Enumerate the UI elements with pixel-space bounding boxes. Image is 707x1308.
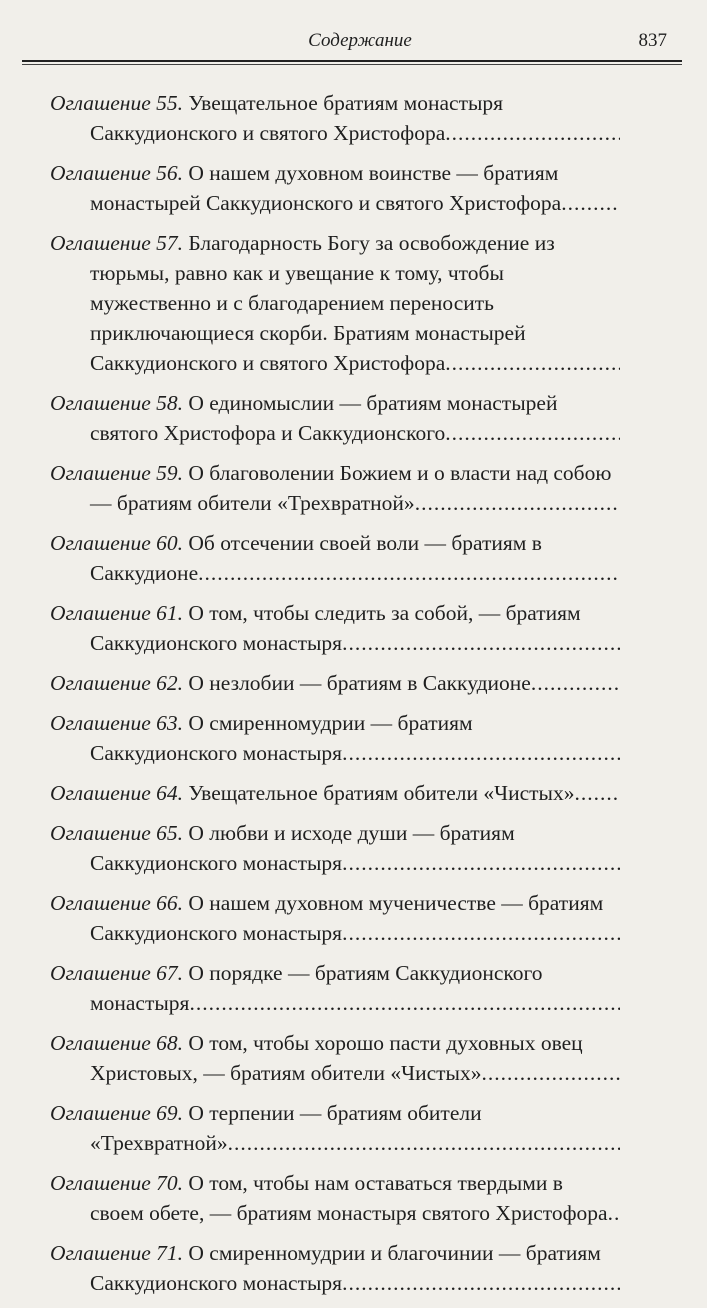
toc-entry-title: О том, чтобы нам оставаться твердыми в своем обете, — братиям монастыря святого Христофора: [90, 1171, 608, 1225]
toc-entry: [50, 458, 666, 518]
toc-entry-title: Благодарность Богу за освобождение из тюрьмы, равно как и увещание к тому, чтобы мужественно и с благодарением переносить приключающиеся скорби. Братиям монастырей Саккудионского и святого Христофора: [90, 231, 555, 375]
toc-entry-title: О смиренномудрии — братиям Саккудионского монастыря: [90, 711, 473, 765]
toc-entry-title: О смиренномудрии и благочинии — братиям Саккудионского монастыря: [90, 1241, 601, 1295]
toc-entry-title: О единомыслии — братиям монастырей святого Христофора и Саккудионского: [90, 391, 558, 445]
toc-entry-page: [620, 1098, 666, 1158]
toc-entry-title: О нашем духовном мученичестве — братиям Саккудионского монастыря: [90, 891, 604, 945]
toc-entry-label: Оглашение 57.: [50, 231, 183, 255]
toc-entry-page: [620, 708, 666, 768]
toc-entry: [50, 228, 666, 378]
toc-entry-page: [620, 1168, 666, 1228]
toc-entry-label: Оглашение 64.: [50, 781, 183, 805]
toc-entry-label: Оглашение 58.: [50, 391, 183, 415]
toc-entry-page: [620, 228, 666, 378]
toc-entry-page: [620, 1028, 666, 1088]
toc-entry-label: Оглашение 62.: [50, 671, 183, 695]
page-header: [0, 0, 707, 70]
toc-entry-title: О терпении — братиям обители «Трехвратной»: [90, 1101, 482, 1155]
header-rule-thin: [22, 64, 682, 65]
toc-entry: [50, 958, 666, 1018]
toc-entry-page: [620, 1238, 666, 1298]
header-rule-thick: [22, 60, 682, 62]
toc-entry-title: О благоволении Божием и о власти над собою — братиям обители «Трехвратной»: [90, 461, 612, 515]
toc-entry: [50, 528, 666, 588]
toc-entry: [50, 708, 666, 768]
toc-entry: [50, 818, 666, 878]
toc-entry-page: [620, 668, 666, 698]
toc-entry-page: [620, 888, 666, 948]
toc-entry-title: О незлобии — братиям в Саккудионе: [188, 671, 531, 695]
toc-entry-page: [620, 458, 666, 518]
toc-entry: [50, 88, 666, 148]
toc-entry: [50, 888, 666, 948]
toc-entry-label: Оглашение 67.: [50, 961, 183, 985]
toc-entry-title: О любви и исходе души — братиям Саккудионского монастыря: [90, 821, 515, 875]
toc-entry: [50, 668, 666, 698]
toc-entry-label: Оглашение 69.: [50, 1101, 183, 1125]
toc-entry-page: [620, 88, 666, 148]
toc-entry-title: О порядке — братиям Саккудионского монастыря: [90, 961, 543, 1015]
toc-entry-label: Оглашение 61.: [50, 601, 183, 625]
toc-entry-label: Оглашение 71.: [50, 1241, 183, 1265]
toc-entry-label: Оглашение 65.: [50, 821, 183, 845]
toc-entry-label: Оглашение 59.: [50, 461, 183, 485]
toc-entry: [50, 1028, 666, 1088]
toc-entry-page: [620, 158, 666, 218]
toc-entry-label: Оглашение 56.: [50, 161, 183, 185]
page-number: 837: [638, 30, 667, 51]
toc-entry: [50, 388, 666, 448]
running-title: Содержание: [308, 30, 412, 51]
toc-entry-page: [620, 958, 666, 1018]
toc-entry-title: О том, чтобы хорошо пасти духовных овец Христовых, — братиям обители «Чистых»: [90, 1031, 583, 1085]
toc-entry-title: Увещательное братиям обители «Чистых»: [188, 781, 575, 805]
toc-entry-title: Об отсечении своей воли — братиям в Саккудионе: [90, 531, 542, 585]
toc-entry-page: [620, 528, 666, 588]
toc-entry-label: Оглашение 63.: [50, 711, 183, 735]
toc-entry-title: О том, чтобы следить за собой, — братиям Саккудионского монастыря: [90, 601, 581, 655]
toc-entry: [50, 1168, 666, 1228]
toc-entry-label: Оглашение 55.: [50, 91, 183, 115]
toc-entry-page: [620, 818, 666, 878]
toc-entry-title: Увещательное братиям монастыря Саккудионского и святого Христофора: [90, 91, 504, 145]
toc-entry: [50, 778, 666, 808]
toc-entry-label: Оглашение 60.: [50, 531, 183, 555]
toc-entry: [50, 1098, 666, 1158]
toc-entry-label: Оглашение 68.: [50, 1031, 183, 1055]
table-of-contents: [50, 88, 666, 1308]
toc-entry: [50, 158, 666, 218]
toc-entry-label: Оглашение 66.: [50, 891, 183, 915]
toc-entry: [50, 598, 666, 658]
toc-entry: [50, 1238, 666, 1298]
toc-entry-page: [620, 598, 666, 658]
toc-entry-title: О нашем духовном воинстве — братиям монастырей Саккудионского и святого Христофора: [90, 161, 562, 215]
toc-entry-page: [620, 778, 666, 808]
toc-entry-label: Оглашение 70.: [50, 1171, 183, 1195]
toc-entry-page: [620, 388, 666, 448]
